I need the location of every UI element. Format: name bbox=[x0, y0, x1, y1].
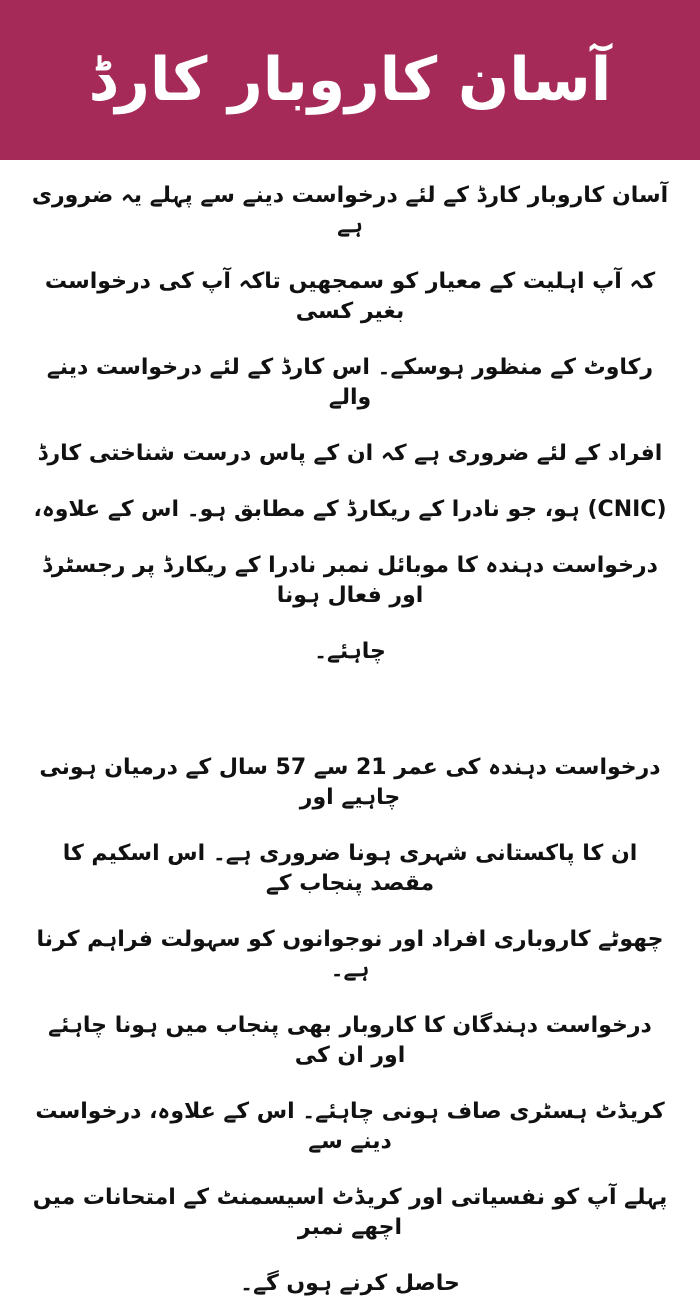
text-line: درخواست دہندہ کی عمر 21 سے 57 سال کے درمیان ہونی چاہیے اور bbox=[39, 755, 661, 810]
text-line: کہ آپ اہلیت کے معیار کو سمجھیں تاکہ آپ کی درخواست بغیر کسی bbox=[44, 269, 656, 324]
paragraph-eligibility-documents bbox=[0, 160, 700, 680]
text-line: چاہئے۔ bbox=[314, 639, 386, 664]
text-line: درخواست دہندگان کا کاروبار بھی پنجاب میں ہونا چاہئے اور ان کی bbox=[48, 1013, 652, 1068]
text-line: کریڈٹ ہسٹری صاف ہونی چاہئے۔ اس کے علاوہ، درخواست دینے سے bbox=[35, 1099, 665, 1154]
text-line: رکاوٹ کے منظور ہوسکے۔ اس کارڈ کے لئے درخواست دینے والے bbox=[46, 355, 654, 410]
text-line: حاصل کرنے ہوں گے۔ bbox=[240, 1271, 460, 1296]
text-line: آسان کاروبار کارڈ کے لئے درخواست دینے سے پہلے یہ ضروری ہے bbox=[31, 183, 669, 238]
text-line: افراد کے لئے ضروری ہے کہ ان کے پاس درست شناختی کارڈ bbox=[37, 441, 663, 466]
text-line: ان کا پاکستانی شہری ہونا ضروری ہے۔ اس اسکیم کا مقصد پنجاب کے bbox=[62, 841, 638, 896]
page-title: آسان کاروبار کارڈ bbox=[88, 45, 612, 115]
text-line: درخواست دہندہ کا موبائل نمبر نادرا کے ریکارڈ پر رجسٹرڈ اور فعال ہونا bbox=[42, 553, 658, 608]
header-banner bbox=[0, 0, 700, 160]
text-line: پہلے آپ کو نفسیاتی اور کریڈٹ اسیسمنٹ کے امتحانات میں اچھے نمبر bbox=[32, 1185, 668, 1240]
text-line: (CNIC) ہو، جو نادرا کے ریکارڈ کے مطابق ہو۔ اس کے علاوہ، bbox=[33, 497, 667, 522]
paragraph-eligibility-age-business bbox=[0, 680, 700, 1312]
text-line: چھوٹے کاروباری افراد اور نوجوانوں کو سہولت فراہم کرنا ہے۔ bbox=[36, 927, 664, 982]
